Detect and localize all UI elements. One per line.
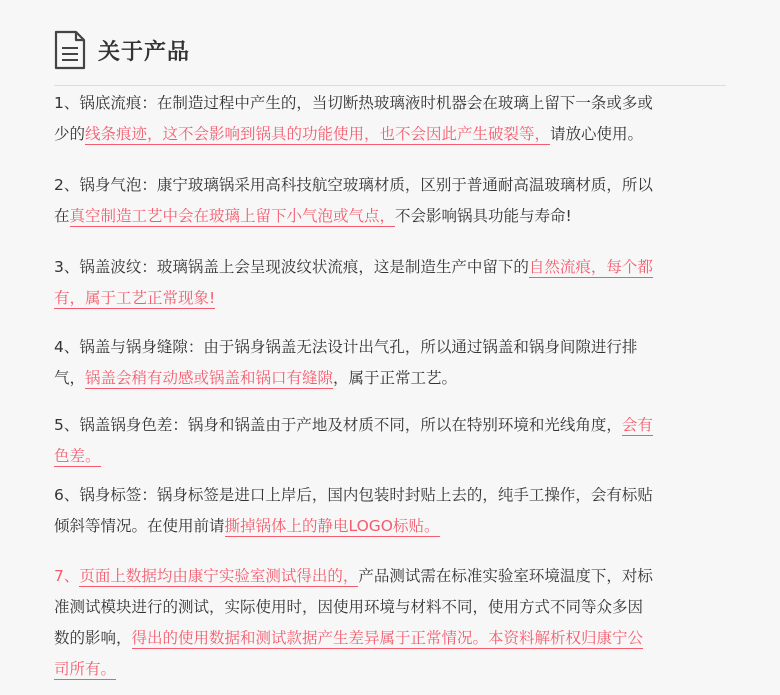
note-text: 2、锅身气泡：康宁玻璃锅采用高科技航空玻璃材质，区别于普通耐高温玻璃材质，所以	[54, 176, 653, 194]
note-text: 数的影响，	[54, 629, 132, 647]
note-line	[54, 283, 734, 314]
page-title: 关于产品	[98, 39, 191, 65]
note-text: 准测试模块进行的测试，实际使用时，因使用环境与材料不同，使用方式不同等众多因	[54, 598, 644, 616]
highlight-text: 撕掉锅体上的静电LOGO标贴。	[224, 517, 440, 535]
note-line	[54, 480, 734, 511]
note-item-2	[54, 170, 734, 232]
note-line	[54, 170, 734, 201]
note-number: 7、	[54, 567, 80, 585]
note-text: 产品测试需在标准实验室环境温度下，对标	[358, 567, 653, 585]
note-line	[54, 363, 734, 394]
note-line	[54, 119, 734, 150]
note-line	[54, 511, 734, 542]
note-text: 倾斜等情况。在使用前请	[54, 517, 225, 535]
note-item-6	[54, 480, 734, 542]
note-item-3	[54, 252, 734, 314]
note-item-7	[54, 561, 734, 685]
note-text: 4、锅盖与锅身缝隙：由于锅身锅盖无法设计出气孔，所以通过锅盖和锅身间隙进行排	[54, 338, 638, 356]
note-text: ，属于正常工艺。	[333, 369, 458, 387]
note-line	[54, 88, 734, 119]
header-divider	[54, 85, 726, 86]
highlight-text: 得出的使用数据和测试款据产生差异属于正常情况。本资料解析权归康宁公	[131, 629, 644, 647]
note-text: 不会影响锅具功能与寿命!	[395, 207, 572, 225]
note-item-4	[54, 332, 734, 394]
note-text: 1、锅底流痕：在制造过程中产生的，当切断热玻璃液时机器会在玻璃上留下一条或多或	[54, 94, 653, 112]
note-text: 3、锅盖波纹：玻璃锅盖上会呈现波纹状流痕，这是制造生产中留下的	[54, 258, 529, 276]
note-line	[54, 332, 734, 363]
note-line	[54, 623, 734, 654]
note-item-1	[54, 88, 734, 150]
section-header	[54, 30, 190, 70]
note-line	[54, 441, 734, 472]
highlight-text: 会有	[621, 416, 653, 434]
note-text: 在	[54, 207, 70, 225]
note-text: 6、锅身标签：锅身标签是进口上岸后，国内包装时封贴上去的，纯手工操作，会有标贴	[54, 486, 653, 504]
note-text: 5、锅盖锅身色差：锅身和锅盖由于产地及材质不同，所以在特别环境和光线角度，	[54, 416, 622, 434]
highlight-text: 页面上数据均由康宁实验室测试得出的，	[79, 567, 359, 585]
note-line	[54, 201, 734, 232]
note-line	[54, 654, 734, 685]
highlight-text: 真空制造工艺中会在玻璃上留下小气泡或气点，	[69, 207, 396, 225]
note-line	[54, 561, 734, 592]
note-text: 气，	[54, 369, 86, 387]
highlight-text: 司所有。	[54, 660, 117, 678]
highlight-text: 自然流痕，每个都	[528, 258, 653, 276]
note-item-5	[54, 410, 734, 472]
highlight-text: 色差。	[54, 447, 101, 465]
document-icon	[54, 30, 86, 70]
highlight-text: 有，属于工艺正常现象!	[54, 289, 216, 307]
note-text: 请放心使用。	[550, 125, 644, 143]
note-line	[54, 592, 734, 623]
note-line	[54, 410, 734, 441]
note-line	[54, 252, 734, 283]
highlight-text: 线条痕迹，这不会影响到锅具的功能使用，也不会因此产生破裂等，	[85, 125, 551, 143]
highlight-text: 锅盖会稍有动感或锅盖和锅口有缝隙	[85, 369, 334, 387]
note-text: 少的	[54, 125, 86, 143]
